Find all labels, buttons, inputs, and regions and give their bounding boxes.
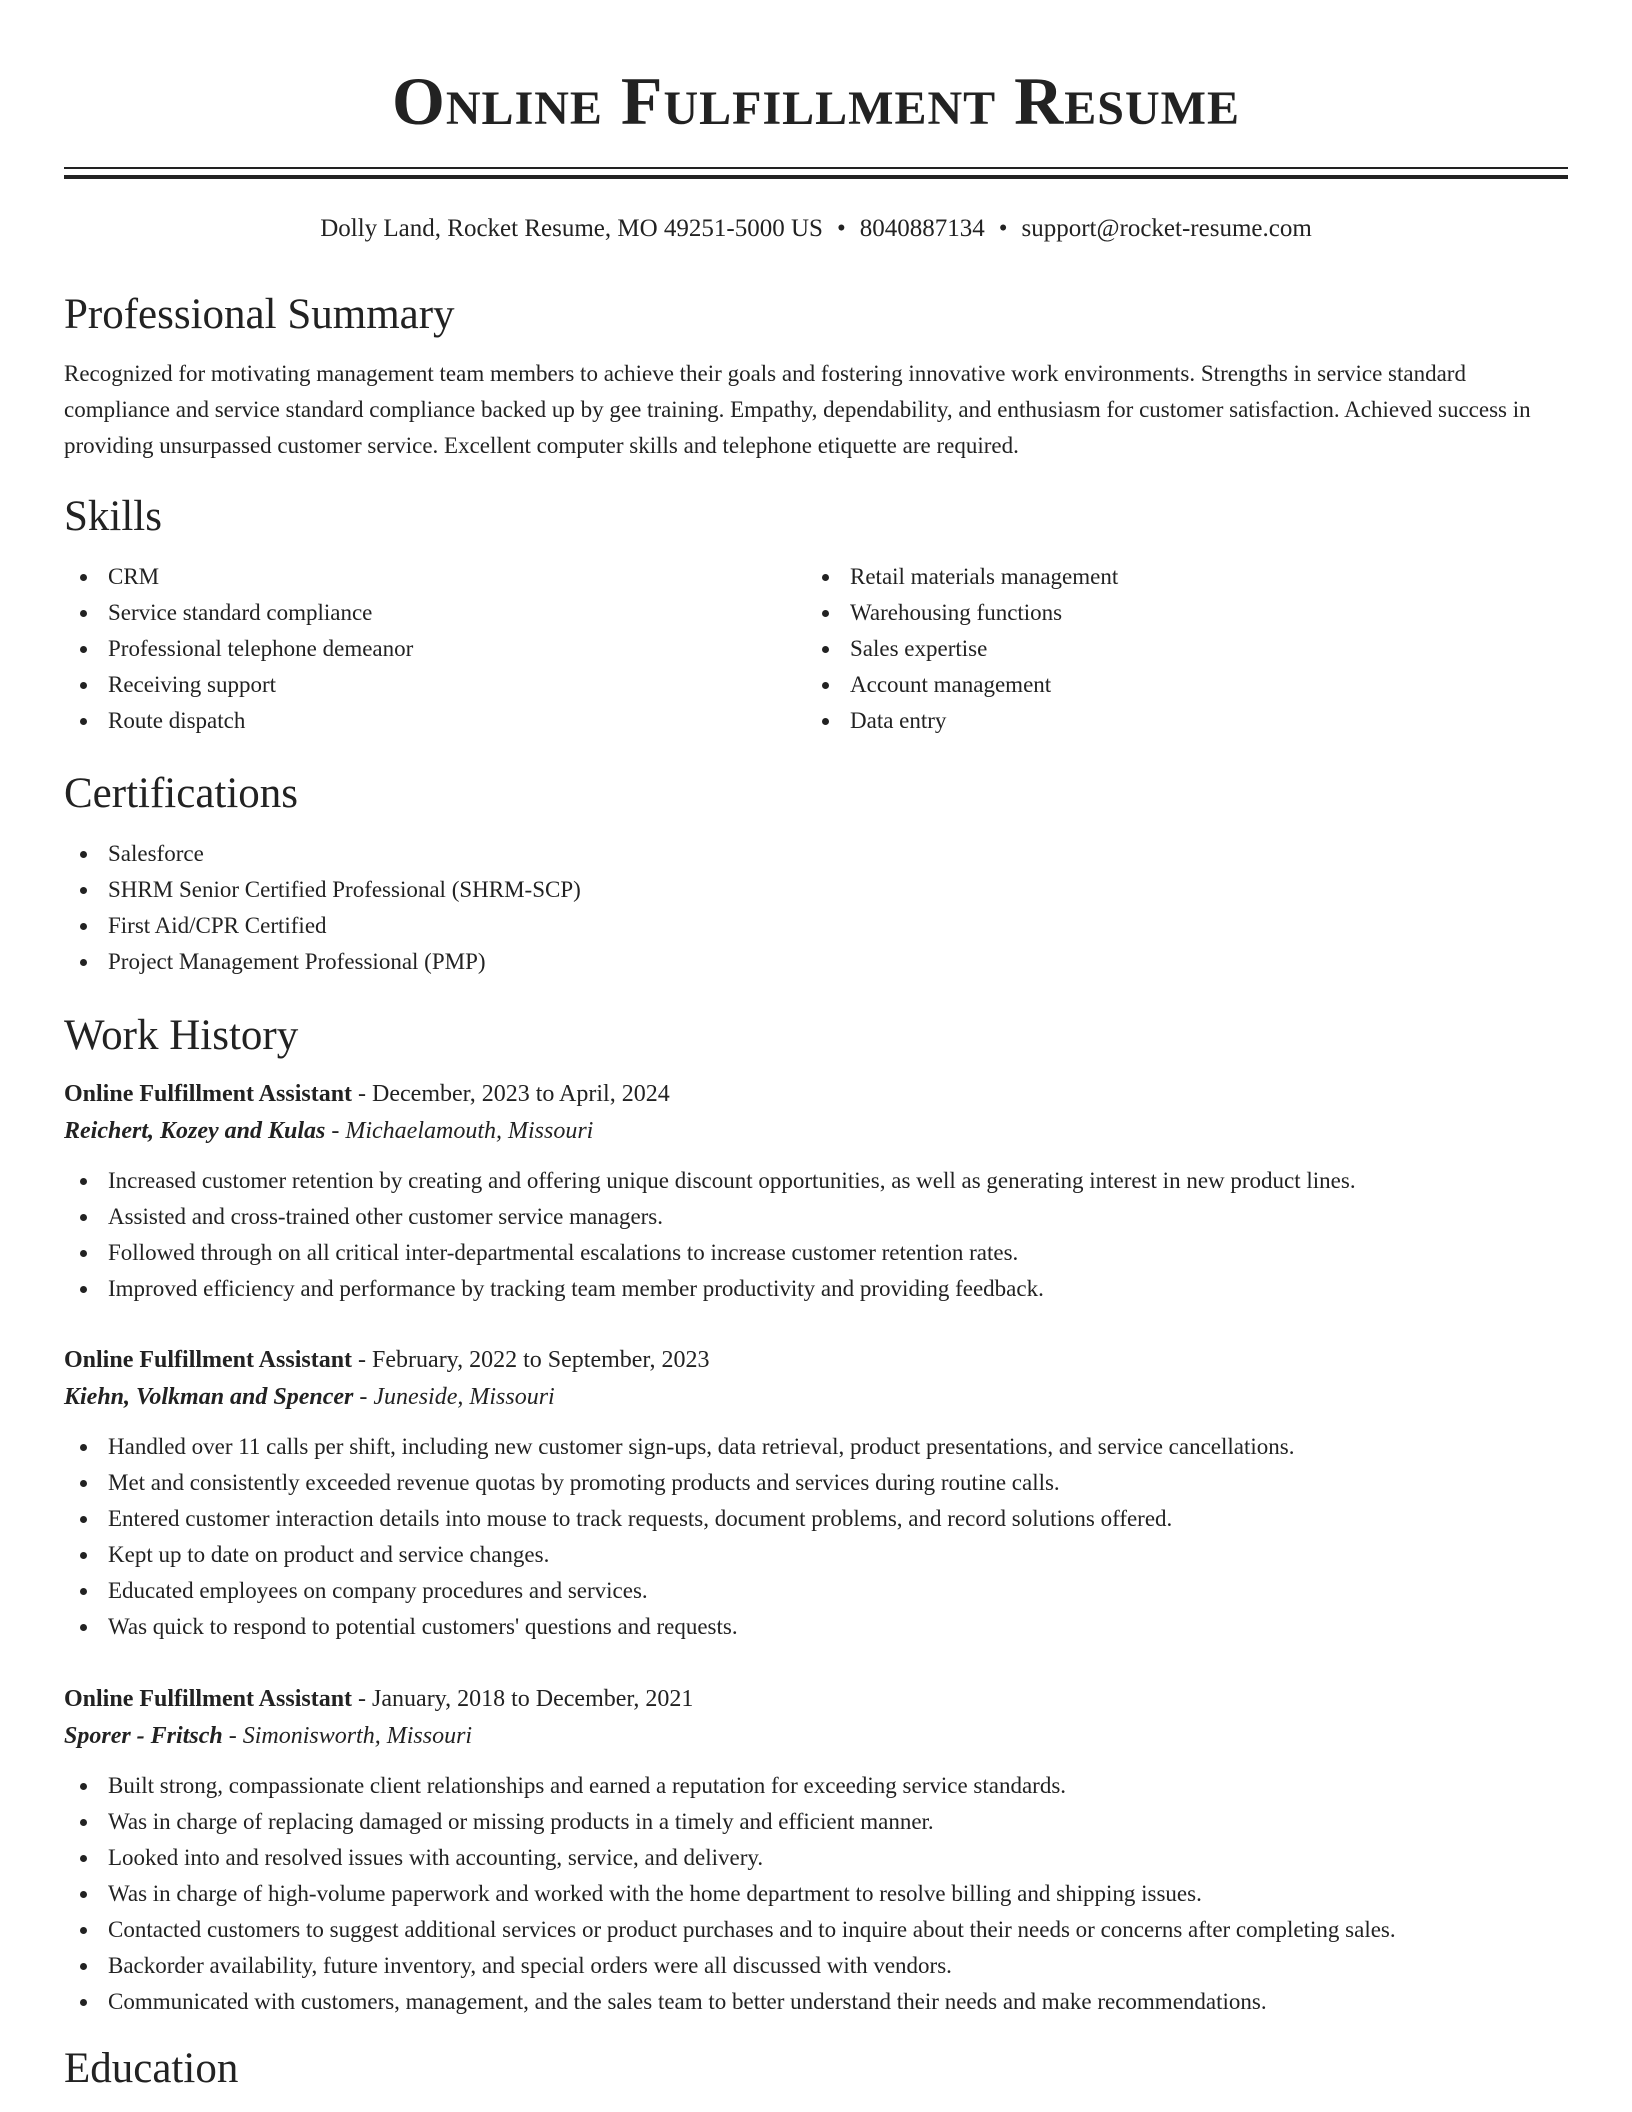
certification-item: Salesforce bbox=[64, 836, 1568, 872]
summary-heading: Professional Summary bbox=[64, 291, 455, 338]
job-company: Kiehn, Volkman and Spencer bbox=[64, 1384, 354, 1410]
job-company: Reichert, Kozey and Kulas bbox=[64, 1118, 326, 1144]
skills-columns bbox=[64, 559, 1568, 739]
job-bullet: Built strong, compassionate client relationships and earned a reputation for exceeding service standards. bbox=[64, 1768, 1568, 1804]
job-bullet: Entered customer interaction details into mouse to track requests, document problems, and record solutions offered. bbox=[64, 1501, 1568, 1537]
resume-page bbox=[64, 0, 1568, 2096]
job-role: Online Fulfillment Assistant bbox=[64, 1347, 353, 1373]
job-dash: - bbox=[352, 1081, 373, 1107]
job-bullet: Looked into and resolved issues with accounting, service, and delivery. bbox=[64, 1840, 1568, 1876]
skill-item: Account management bbox=[806, 667, 1548, 703]
job-location: Juneside, Missouri bbox=[373, 1384, 555, 1410]
job-dates: February, 2022 to September, 2023 bbox=[372, 1347, 710, 1373]
job-dash: - bbox=[352, 1347, 373, 1373]
job-title-line bbox=[64, 1342, 1568, 1378]
job-bullet: Kept up to date on product and service changes. bbox=[64, 1537, 1568, 1573]
job-bullet: Improved efficiency and performance by tracking team member productivity and providing feedback. bbox=[64, 1271, 1568, 1307]
job-title-line bbox=[64, 1076, 1568, 1112]
certification-item: Project Management Professional (PMP) bbox=[64, 944, 1568, 980]
skill-item: Data entry bbox=[806, 703, 1548, 739]
job-company: Sporer - Fritsch bbox=[64, 1723, 223, 1749]
job-bullet: Assisted and cross-trained other customer service managers. bbox=[64, 1199, 1568, 1235]
job-entry bbox=[64, 1076, 1568, 1307]
skill-item: Route dispatch bbox=[64, 703, 806, 739]
job-entry bbox=[64, 1681, 1568, 2020]
job-bullet: Met and consistently exceeded revenue quotas by promoting products and services during routine calls. bbox=[64, 1465, 1568, 1501]
skills-list-left bbox=[64, 559, 806, 739]
job-bullet-list bbox=[64, 1429, 1568, 1645]
job-dash: - bbox=[325, 1118, 346, 1144]
skills-list-right bbox=[806, 559, 1548, 739]
skill-item: Service standard compliance bbox=[64, 595, 806, 631]
job-bullet: Handled over 11 calls per shift, including new customer sign-ups, data retrieval, product presentations, and service cancellations. bbox=[64, 1429, 1568, 1465]
title-divider-thin bbox=[64, 167, 1568, 169]
certifications-heading: Certifications bbox=[64, 770, 299, 817]
job-dates: December, 2023 to April, 2024 bbox=[372, 1081, 670, 1107]
contact-address: Dolly Land, Rocket Resume, MO 49251-5000 US bbox=[320, 215, 823, 242]
job-title-line bbox=[64, 1681, 1568, 1717]
skills-column-right bbox=[806, 559, 1548, 739]
job-company-line bbox=[64, 1378, 1568, 1416]
skill-item: Sales expertise bbox=[806, 631, 1548, 667]
job-company-line bbox=[64, 1717, 1568, 1755]
job-entry bbox=[64, 1342, 1568, 1645]
job-company-line bbox=[64, 1112, 1568, 1150]
skill-item: Retail materials management bbox=[806, 559, 1548, 595]
job-bullet: Contacted customers to suggest additional services or product purchases and to inquire about their needs or concerns after completing sales. bbox=[64, 1912, 1568, 1948]
certification-item: First Aid/CPR Certified bbox=[64, 908, 1568, 944]
job-bullet: Increased customer retention by creating and offering unique discount opportunities, as well as generating interest in new product lines. bbox=[64, 1163, 1568, 1199]
skills-column-left bbox=[64, 559, 806, 739]
skill-item: Professional telephone demeanor bbox=[64, 631, 806, 667]
contact-email: support@rocket-resume.com bbox=[1021, 215, 1312, 242]
job-bullet-list bbox=[64, 1768, 1568, 2020]
job-bullet: Was quick to respond to potential customers' questions and requests. bbox=[64, 1609, 1568, 1645]
job-role: Online Fulfillment Assistant bbox=[64, 1686, 353, 1712]
education-heading: Education bbox=[64, 2045, 239, 2092]
job-dash: - bbox=[222, 1723, 243, 1749]
skills-heading: Skills bbox=[64, 493, 162, 540]
skill-item: CRM bbox=[64, 559, 806, 595]
certifications-list bbox=[64, 836, 1568, 980]
contact-phone: 8040887134 bbox=[859, 215, 985, 242]
job-bullet: Was in charge of replacing damaged or missing products in a timely and efficient manner. bbox=[64, 1804, 1568, 1840]
job-bullet: Educated employees on company procedures and services. bbox=[64, 1573, 1568, 1609]
job-bullet: Backorder availability, future inventory, and special orders were all discussed with vendors. bbox=[64, 1948, 1568, 1984]
certification-item: SHRM Senior Certified Professional (SHRM-SCP) bbox=[64, 872, 1568, 908]
job-bullet: Was in charge of high-volume paperwork and worked with the home department to resolve billing and shipping issues. bbox=[64, 1876, 1568, 1912]
job-bullet: Followed through on all critical inter-departmental escalations to increase customer retention rates. bbox=[64, 1235, 1568, 1271]
resume-title: Online Fulfillment Resume bbox=[392, 63, 1240, 139]
contact-line bbox=[64, 213, 1568, 245]
summary-text: Recognized for motivating management team members to achieve their goals and fostering innovative work environments. Strengths in service standard compliance and service standard compliance backed up by gee training. Empathy, dependability, and enthusiasm for customer satisfaction. Achieved success in providing unsurpassed customer service. Excellent computer skills and telephone etiquette are required. bbox=[64, 361, 1531, 458]
job-dash: - bbox=[352, 1686, 373, 1712]
contact-separator: • bbox=[998, 215, 1008, 242]
job-bullet-list bbox=[64, 1163, 1568, 1307]
job-role: Online Fulfillment Assistant bbox=[64, 1081, 353, 1107]
job-dash: - bbox=[353, 1384, 374, 1410]
work-history-heading: Work History bbox=[64, 1012, 299, 1059]
skill-item: Warehousing functions bbox=[806, 595, 1548, 631]
job-location: Simonisworth, Missouri bbox=[242, 1723, 473, 1749]
job-dates: January, 2018 to December, 2021 bbox=[372, 1686, 694, 1712]
skill-item: Receiving support bbox=[64, 667, 806, 703]
job-bullet: Communicated with customers, management, and the sales team to better understand their needs and make recommendations. bbox=[64, 1984, 1568, 2020]
job-location: Michaelamouth, Missouri bbox=[345, 1118, 594, 1144]
contact-separator: • bbox=[836, 215, 846, 242]
title-divider-thick bbox=[64, 175, 1568, 179]
